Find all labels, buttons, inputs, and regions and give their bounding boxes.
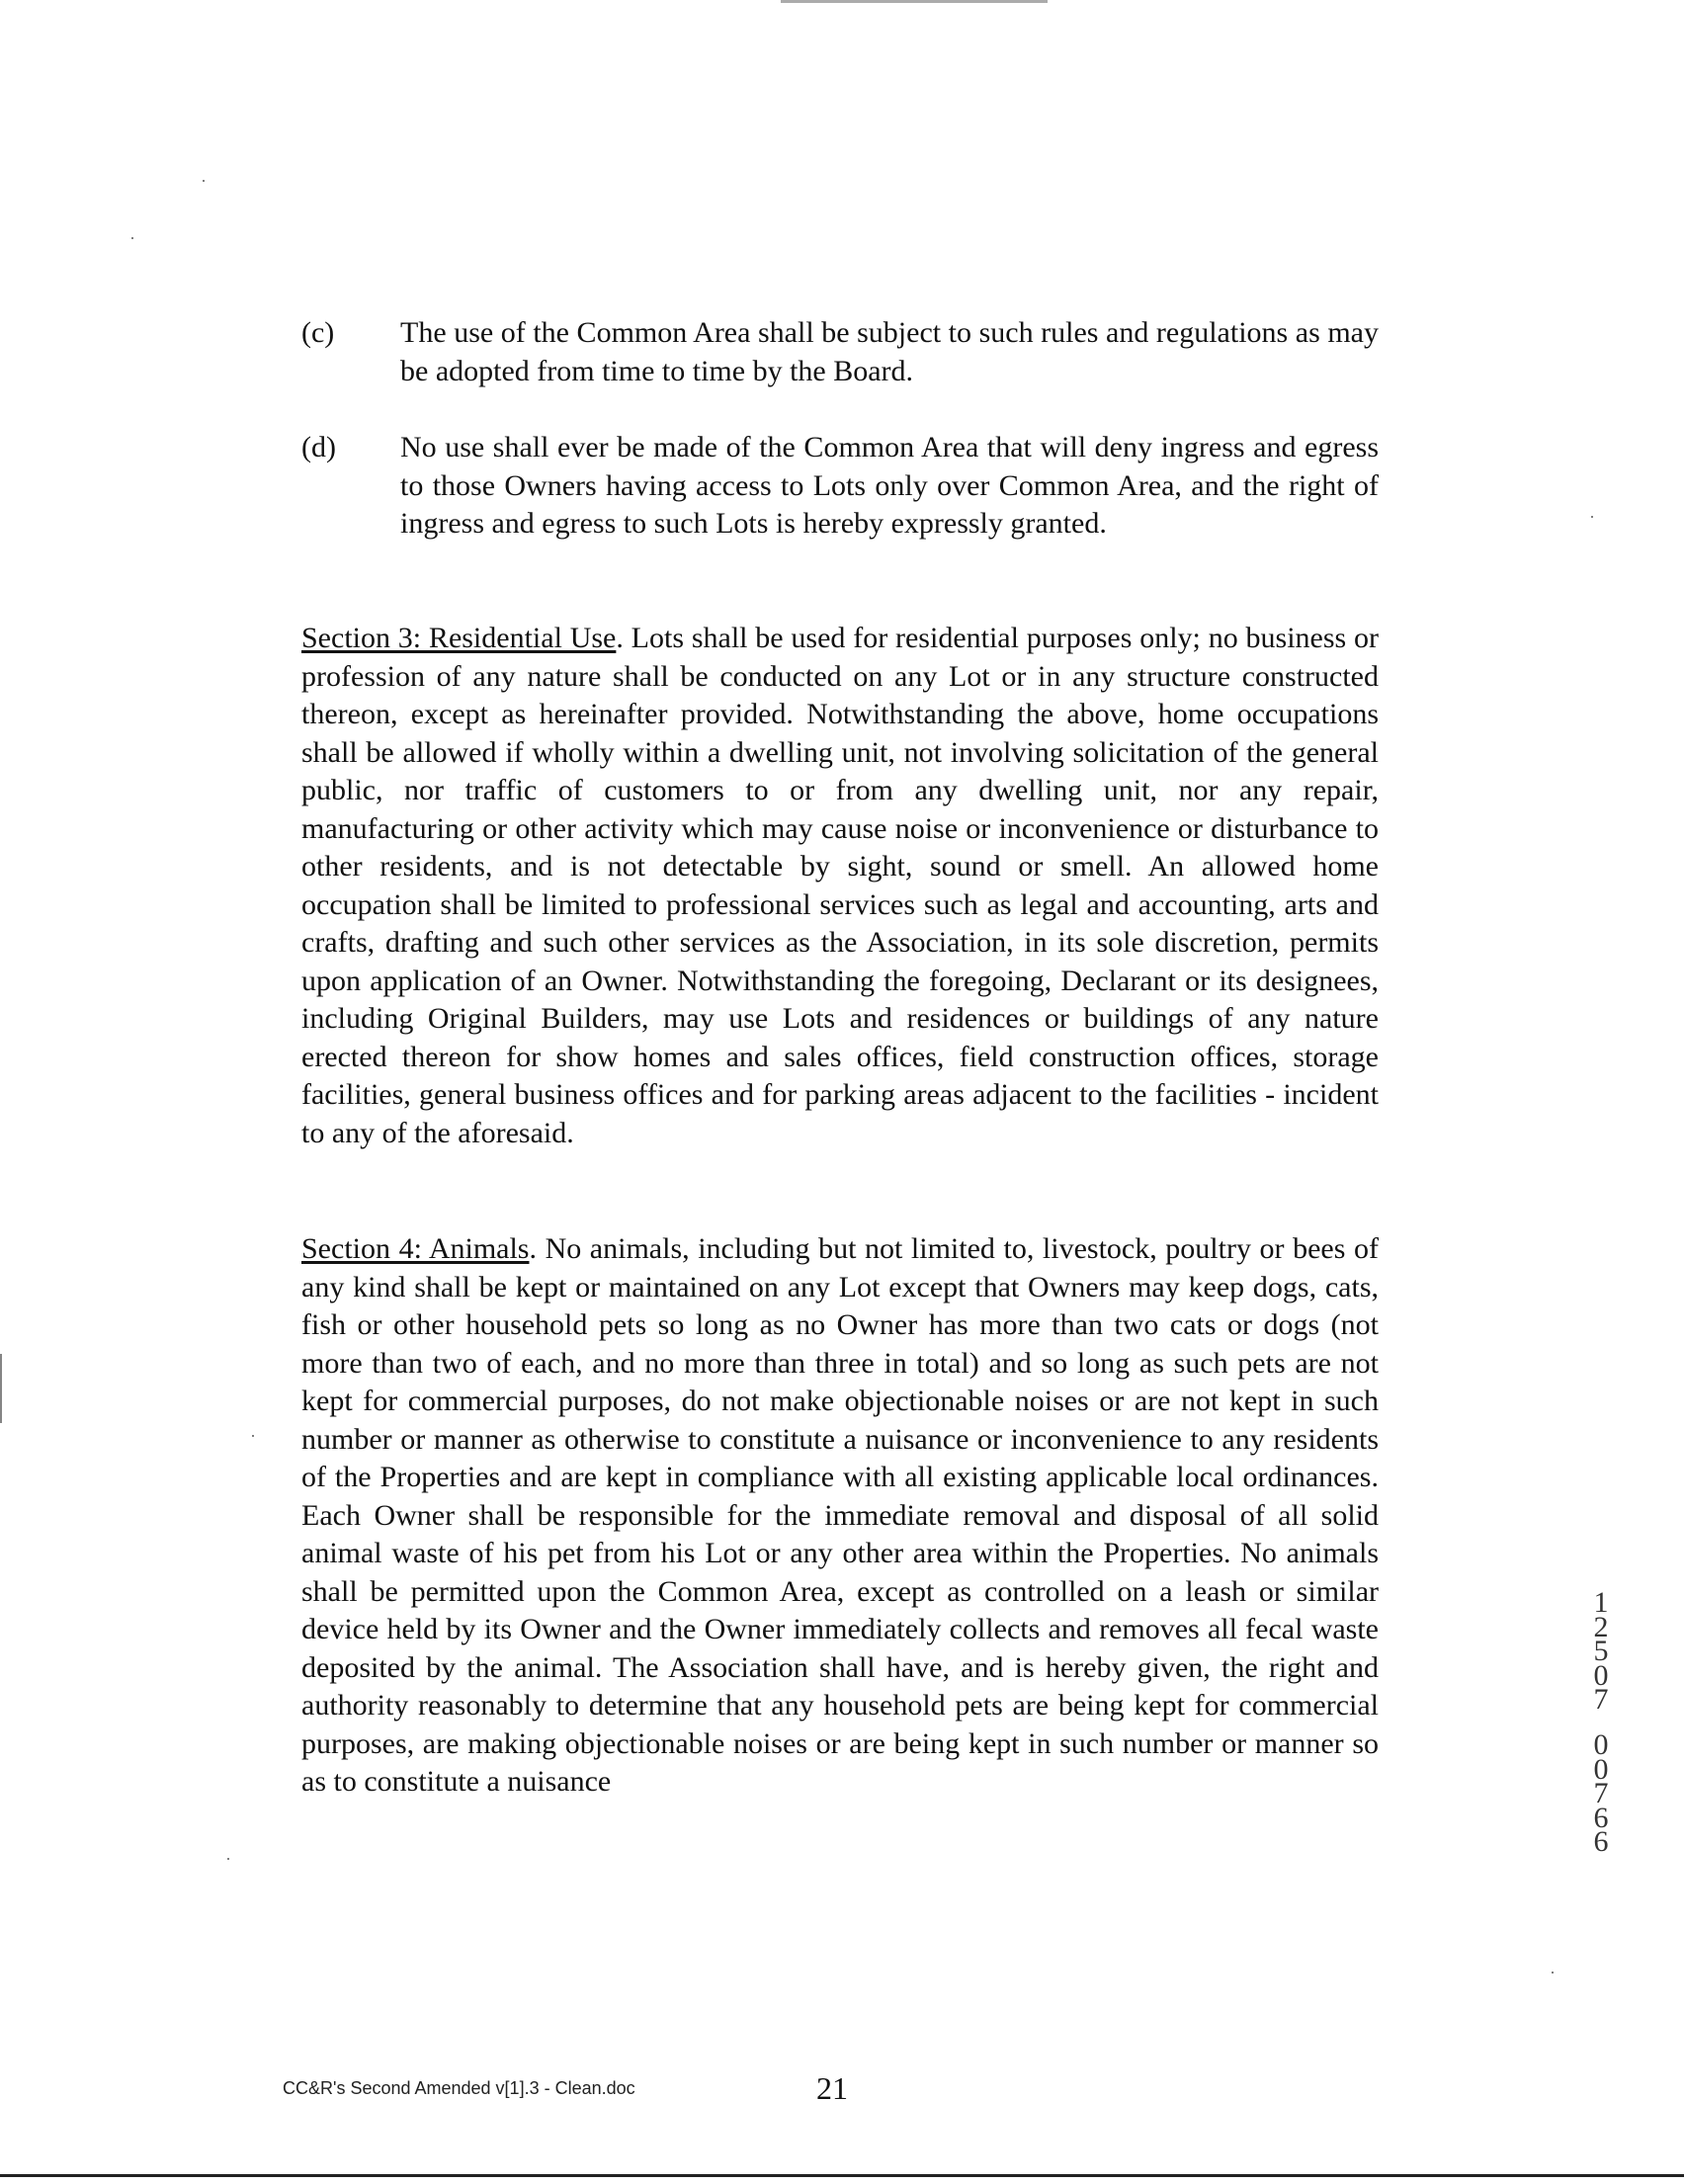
section-heading: Section 4: Animals bbox=[301, 1232, 530, 1265]
stamp-digit: 7 bbox=[1593, 1777, 1609, 1810]
list-item-marker: (d) bbox=[301, 431, 336, 463]
stamp-digit: 2 bbox=[1593, 1610, 1609, 1643]
stamp-digit: 1 bbox=[1593, 1586, 1609, 1619]
list-item-marker: (c) bbox=[301, 316, 335, 349]
scan-speck bbox=[1591, 516, 1593, 518]
scan-speck bbox=[1552, 1972, 1554, 1974]
scan-artifact-bottom bbox=[0, 2174, 1684, 2177]
section-4-animals bbox=[301, 1230, 1379, 1802]
stamp-digit: 7 bbox=[1593, 1683, 1609, 1717]
page-number: 21 bbox=[816, 2070, 848, 2106]
stamp-digit: 5 bbox=[1593, 1635, 1609, 1668]
scan-speck bbox=[252, 1435, 254, 1437]
list-item-text: The use of the Common Area shall be subject to such rules and regulations as may be adopted from time to time by the Board. bbox=[400, 316, 1379, 387]
scan-artifact-top bbox=[781, 0, 1048, 3]
section-body: . No animals, including but not limited to, livestock, poultry or bees of any kind shall be kept or maintained on any Lot except that Owners may keep dogs, cats, fish or other household pets so long as no Owner has more than two cats or dogs (not more than two of each, and no more than three in total) and so long as such pets are not kept for commercial purposes, do not make objectionable noises or are not kept in such number or manner as otherwise to constitute a nuisance or inconvenience to any residents of the Properties and are kept in compliance with all existing applicable local ordinances. Each Owner shall be responsible for the immediate removal and disposal of all solid animal waste of his pet from his Lot or any other area within the Properties. No animals shall be permitted upon the Common Area, except as controlled on a leash or similar device held by its Owner and the Owner immediately collects and removes all fecal waste deposited by the animal. The Association shall have, and is hereby given, the right and authority reasonably to determine that any household pets are being kept for commercial purposes, are making objectionable noises or are being kept in such number or manner so as to constitute a nuisance bbox=[301, 1232, 1379, 1798]
stamp-digit: 6 bbox=[1593, 1825, 1609, 1859]
stamp-digit: 0 bbox=[1593, 1727, 1609, 1761]
document-stamp-number bbox=[1581, 1586, 1621, 1859]
scan-speck bbox=[227, 1858, 229, 1860]
stamp-digit: 0 bbox=[1593, 1752, 1609, 1786]
list-item-text: No use shall ever be made of the Common Area that will deny ingress and egress to those Owners having access to Lots only over Common Area, and the right of ingress and egress to such Lots is hereby expressly granted. bbox=[400, 431, 1379, 540]
scan-speck bbox=[203, 180, 205, 182]
section-3-residential-use bbox=[301, 620, 1379, 1152]
stamp-digit: 0 bbox=[1593, 1658, 1609, 1692]
stamp-digit: 6 bbox=[1593, 1801, 1609, 1834]
section-heading: Section 3: Residential Use bbox=[301, 622, 617, 654]
scan-speck bbox=[131, 237, 133, 239]
footer-filename: CC&R's Second Amended v[1].3 - Clean.doc bbox=[283, 2078, 635, 2098]
scan-artifact-left bbox=[0, 1354, 2, 1423]
section-body: . Lots shall be used for residential purposes only; no business or profession of any nature shall be conducted on any Lot or in any structure constructed thereon, except as hereinafter provided. Notwithstanding the above, home occupations shall be allowed if wholly within a dwelling unit, not involving solicitation of the general public, nor traffic of customers to or from any dwelling unit, nor any repair, manufacturing or other activity which may cause noise or inconvenience or disturbance to other residents, and is not detectable by sight, sound or smell. An allowed home occupation shall be limited to professional services such as legal and accounting, arts and crafts, drafting and such other services as the Association, in its sole discretion, permits upon application of an Owner. Notwithstanding the foregoing, Declarant or its designees, including Original Builders, may use Lots and residences or buildings of any nature erected thereon for show homes and sales offices, field construction offices, storage facilities, general business offices and for parking areas adjacent to the facilities - incident to any of the aforesaid. bbox=[301, 622, 1379, 1149]
